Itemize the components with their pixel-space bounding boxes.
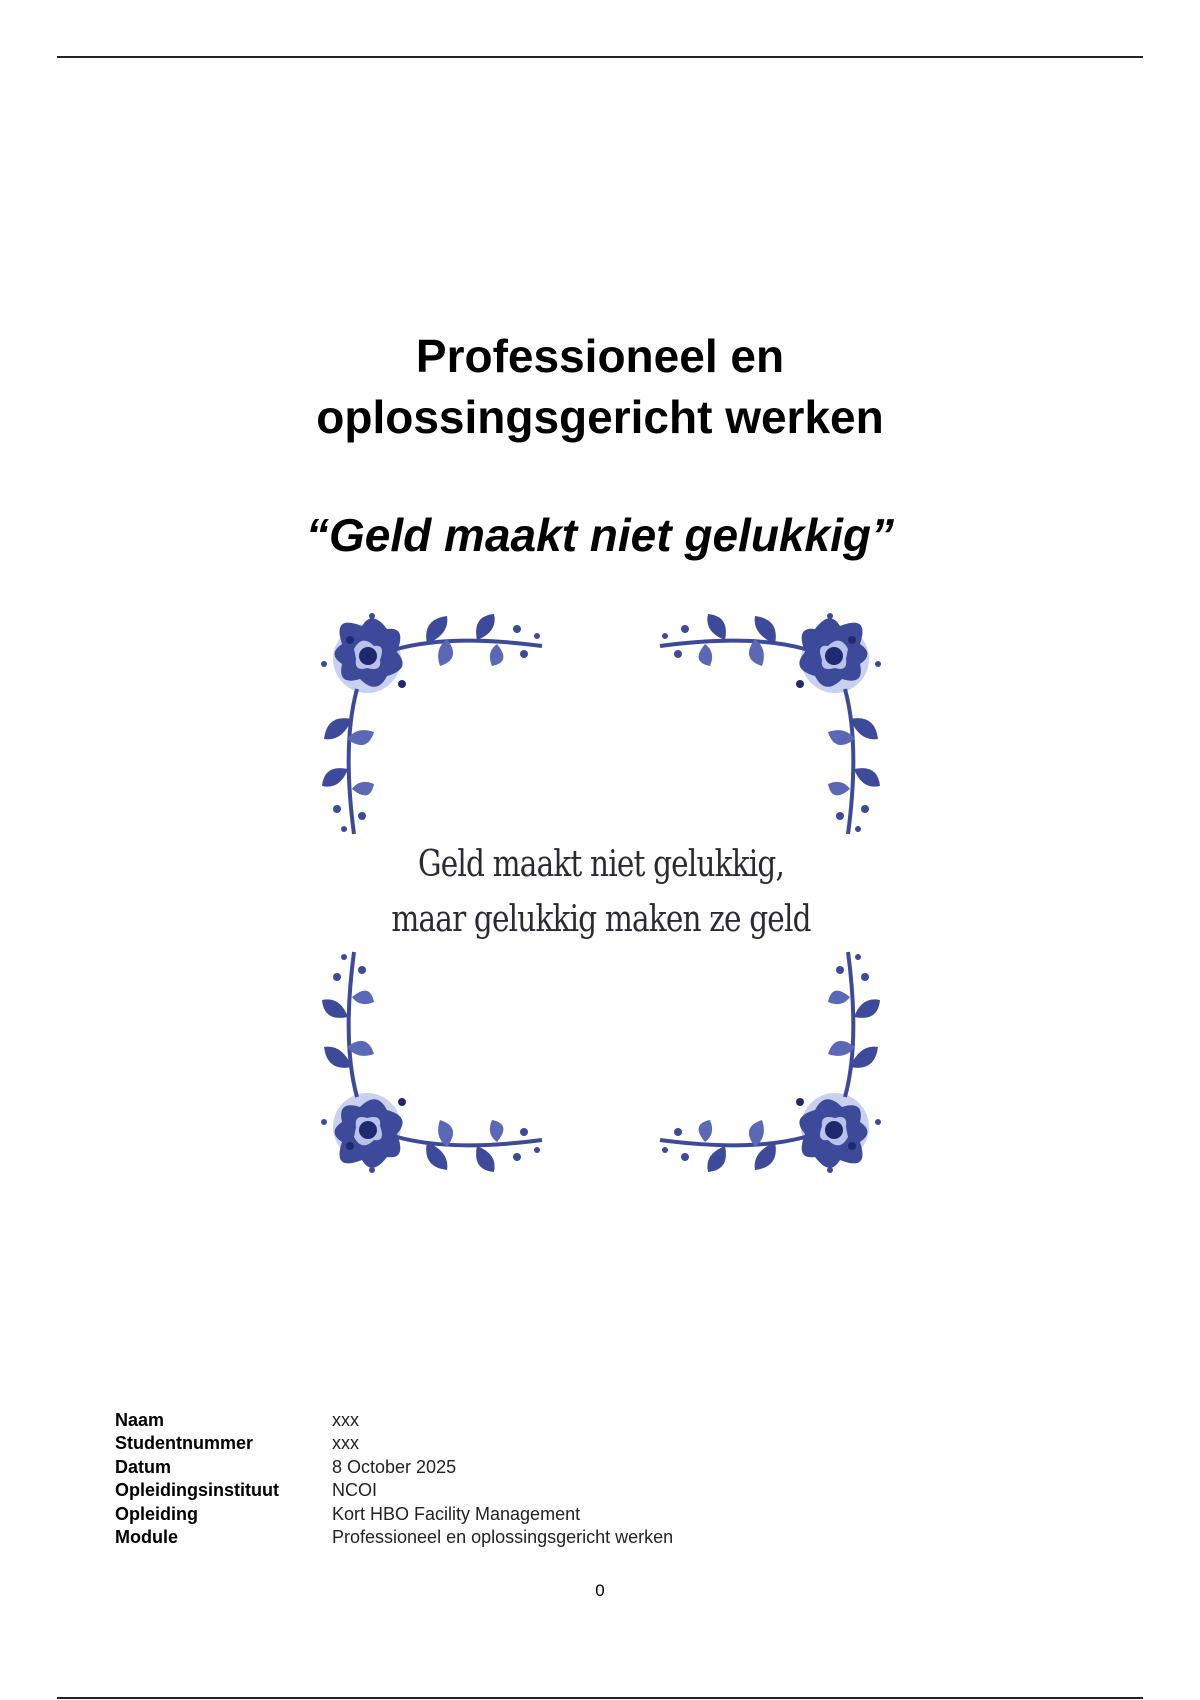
title-line-1: Professioneel en bbox=[415, 330, 785, 382]
info-label: Module bbox=[115, 1527, 178, 1548]
info-value: Kort HBO Facility Management bbox=[332, 1503, 581, 1524]
info-value: 8 October 2025 bbox=[332, 1456, 457, 1477]
info-label: Opleiding bbox=[115, 1503, 198, 1524]
info-label: Naam bbox=[115, 1410, 165, 1430]
info-value: xxx bbox=[332, 1433, 359, 1454]
tile-text-line-1: Geld maakt niet gelukkig, bbox=[417, 844, 785, 885]
info-row-opleidingsinstituut bbox=[115, 1479, 673, 1502]
info-row-module bbox=[115, 1526, 673, 1549]
info-value: Professioneel en oplossingsgericht werken bbox=[332, 1527, 674, 1548]
info-row-datum bbox=[115, 1456, 673, 1479]
info-value: NCOI bbox=[332, 1480, 377, 1501]
info-label: Datum bbox=[115, 1456, 172, 1477]
document-title bbox=[200, 326, 1000, 448]
student-info-table bbox=[115, 1409, 673, 1549]
info-label: Opleidingsinstituut bbox=[115, 1480, 279, 1501]
info-row-naam bbox=[115, 1409, 673, 1432]
floral-corner-ornaments bbox=[312, 604, 890, 1182]
page-number: 0 bbox=[595, 1581, 605, 1600]
info-label: Studentnummer bbox=[115, 1433, 254, 1454]
title-line-2: oplossingsgericht werken bbox=[316, 391, 884, 443]
info-row-opleiding bbox=[115, 1503, 673, 1526]
tile-text-line-2: maar gelukkig maken ze geld bbox=[391, 899, 811, 940]
bottom-rule bbox=[57, 1697, 1143, 1699]
document-subtitle: “Geld maakt niet gelukkig” bbox=[306, 509, 894, 561]
info-value: xxx bbox=[332, 1410, 359, 1430]
delft-tile-illustration bbox=[312, 604, 890, 1182]
info-row-studentnummer bbox=[115, 1432, 673, 1455]
top-rule bbox=[57, 56, 1143, 58]
